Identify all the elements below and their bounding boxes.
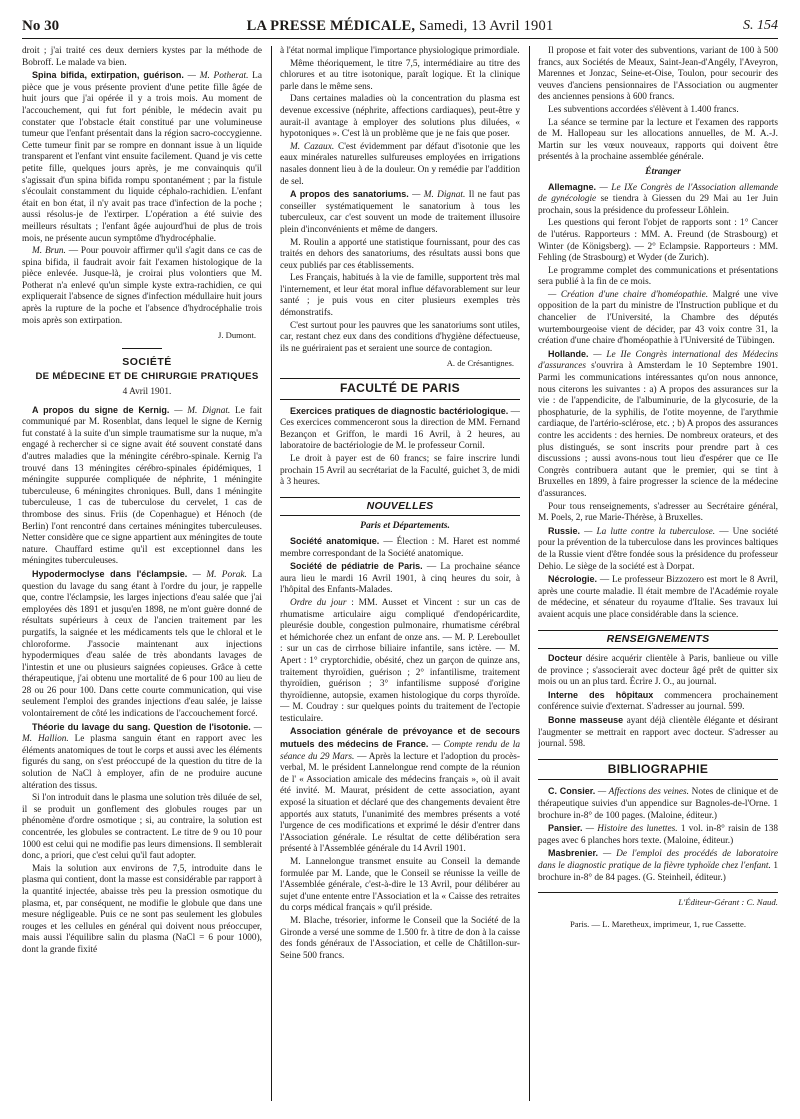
article-author: — M. Dignat. [408,190,466,201]
paragraph: Si l'on introduit dans le plasma une solution très diluée de sel, il se produit un gonflement des globules rouges par un phénomène d'ordre osmotique ; si, au contraire, la solution est concentrée, les globules se contractent. Le titre de 9 ou 10 pour 1000 est celui qui ne modifie pas leurs dimensions. Il semblerait donc, a priori, que c'est celui qu'il faut adopter. [22,793,262,862]
article-kernig [22,405,262,568]
article-text: se tiendra à Giessen du 29 Mai au 1er Juin prochain, sous la présidence du professeur Löhlein. [538,194,778,216]
section-title: SOCIÉTÉ [122,355,172,368]
article-heading: Russie. [548,525,581,536]
column-1 [22,46,262,1101]
article-text: — Élection : M. Haret est nommé membre correspondant de la Société anatomique. [280,536,520,559]
printer-line: Paris. — L. Maretheux, imprimeur, 1, rue Cassette. [569,918,747,929]
column-rule [529,46,530,1101]
columns [22,46,778,1101]
paragraph: Les Français, habitués à la vie de famille, supportent très mal l'internement, et leur état moral influe défavorablement sur leur santé ; je puis vous en citer plusieurs exemples très démonstratifs. [280,273,520,319]
paragraph: Dans certaines maladies où la concentration du plasma est devenue excessive (néphrite, affections cardiaques), peut-être y aurait-il avantage à employer des solutions plus diluées, « hypotoniques ». C'est là un problème que je ne fais que poser. [280,94,520,140]
article-pediatrie [280,561,520,597]
column-3 [538,46,778,1101]
article-brun [22,246,262,327]
newspaper-page [22,16,778,1106]
article-heading: Société de pédiatrie de Paris. [290,561,423,572]
biblio-author: Masbrenier. [548,848,599,859]
article-text: — Une société pour la prévention de la tuberculose dans les provinces baltiques de la Russie vient d'être fondée sous la présidence du professeur Dehio. Le siège de la société est à Dorpat. [538,526,778,572]
article-heading: Association générale de prévoyance et de secours mutuels des médecins de France. [280,726,520,750]
article-ordre-du-jour [280,598,520,726]
journal-name: LA PRESSE MÉDICALE, [246,18,416,34]
subsection-title: Paris et Départements. [360,520,450,532]
issue-date: Samedi, 13 Avril 1901 [418,18,554,34]
ad-docteur [538,653,778,689]
article-text: — La prochaine séance aura lieu le mardi 16 Avril 1901, à cinq heures du soir, à l'hôpital des Enfants-Malades. [280,562,520,596]
biblio-details: 1 vol. in-8° raisin de 138 pages avec 6 planches hors texte. (Maloine, éditeur.) [538,824,778,846]
ad-text: ayant déjà clientèle élégante et désirant l'augmenter se mettrait en rapport avec docteur. S'adresser au journal. 598. [538,716,778,750]
article-theorie [22,722,262,793]
article-text: : MM. Ausset et Vincent : sur un cas de rhumatisme articulaire aigu compliqué d'endopéricardite, pleurésie double, congestion pulmonaire, rhumatisme cérébral et hémichorée chez un enfant de onze ans. — M. P. Lereboullet : sur un cas de cirrhose biliaire infantile, sans ictère. — M. Apert : 1° cryptorchidie, obésité, chez un garçon de quinze ans, traitement thyroïdien, guérison ; 2° infantilisme, traitement thyroïdien, guérison ; 3° infantilisme supposé d'origine thyroïdienne, autopsie, examen histologique du corps thyroïde. — M. Coudray : sur quelques points du traitement de l'ectopie testiculaire. [280,597,520,724]
article-anatomique [280,536,520,560]
article-intro: — Compte rendu de la séance du 29 Mars. [280,740,520,762]
issue-number: No 30 [22,18,60,34]
article-heading: Nécrologie. [548,574,598,585]
signature: J. Dumont. [218,330,256,341]
paragraph: Il propose et fait voter des subventions, variant de 100 à 500 francs, aux Sociétés de Meaux, Saint-Jean-d'Angély, l'Aveyron, Marennes et Jonzac, Seine-et-Oise, Toulon, pour secourir des veuves d'anciens pensionnaires de l'Association ou augmenter des anciennes pensions à 600 francs. [538,46,778,103]
article-text: — Pour pouvoir affirmer qu'il s'agit dans ce cas de spina bifida, il faudrait avoir fait l'examen histologique de la pièce enlevée. Jusque-là, je croirai plus volontiers que M. Potherat n'a enlevé qu'un simple kyste extra-rachidien, ce qui expliquerait l'absence de signes d'infection médullaire huit jours après la rupture de la poche et l'absence d'hydrocéphalie trois mois après son extirpation. [22,246,262,326]
ad-masseuse [538,715,778,751]
article-heading: Exercices pratiques de diagnostic bactériologique. [290,405,509,416]
article-heading: Hollande. [548,348,589,359]
paragraph: M. Lannelongue transmet ensuite au Conseil la demande formulée par M. Lande, que le Conseil se réunisse la veille de l'Assemblée générale, c'est-à-dire le 13 Avril, pour délibérer au sujet d'une entente entre l'Association et la « Caisse des retraites du corps médical français » qu'il préside. [280,857,520,914]
paragraph: M. Roulin a apporté une statistique fournissant, pour des cas traités en dehors des sanatoriums, des résultats aussi bons que ceux publiés par ces établissements. [280,237,520,271]
article-heading: A propos des sanatoriums. [290,189,409,200]
subsection-title: Étranger [645,165,681,177]
article-author: — M. Dignat. [169,405,231,416]
article-heading: Allemagne. [548,181,597,192]
article-exercices [280,406,520,453]
article-author: M. Cazaux. [290,141,335,152]
article-heading: Théorie du lavage du sang. Question de l'isotonie. [32,721,251,732]
editor-line: L'Éditeur-Gérant : C. Naud. [678,897,778,908]
biblio-entry [538,848,778,884]
biblio-details: 1 brochure in-8° de 84 pages. (G. Steinheil, éditeur.) [538,861,778,883]
paragraph: droit ; j'ai traité ces deux derniers kystes par la méthode de Bobroff. Le malade va bien. [22,46,262,68]
article-author: — M. Hallion. [22,722,262,745]
article-hollande [538,349,778,501]
article-text: Le plasma sanguin étant en rapport avec les éléments anatomiques de tout le corps et aussi avec les éléments figurés du sang, on s'est préoccupé de la question du titre de la solution de NaCl à employer, afin de ne produire aucune altération des tissus. [22,734,262,791]
article-italic: — Le IIe Congrès international des Médecins d'assurances [538,349,778,372]
article-association [280,726,520,856]
article-text: Le fait communiqué par M. Rosenblat, dans lequel le signe de Kernig fut constaté à la suite d'un simple traumatisme sur la nuque, m'a engagé à rechercher si ce signe avait été souvent constaté dans d'autres maladies que la méningite cérébro-spinale. Kernig l'a trouvé dans 13 méningites cérébro-spinales épidémiques, 1 méningite suppurée compliquée de néphrite, 1 méningite tuberculeuse, 6 méningites chroniques. Bull, dans 1 méningite tuberculeuse, 1 cas de tuberculose du cervelet, 1 cas de thrombose des sinus. Friis (de Copenhague) et Hénoch (de Berlin) l'ont rencontré dans certaines méningites tuberculeuses. Netter considère que ce signe appartient aux méningites de toute nature. Chauffard estime qu'il est exceptionnel dans les méningites tuberculeuses. [22,405,262,567]
article-cazaux [280,142,520,188]
article-hypodermoclyse [22,569,262,721]
masthead [22,16,778,39]
ad-interne [538,690,778,714]
divider [122,348,162,349]
article-heading: A propos du signe de Kernig. [32,404,170,415]
article-text: — Ces exercices commenceront sous la direction de MM. Fernand Bezançon et Griffon, le mardi 16 Avril, à 2 heures, au laboratoire de bactériologie de M. le professeur Cornil. [280,406,520,452]
article-allemagne [538,182,778,218]
section-title-nouvelles: NOUVELLES [280,497,520,517]
paragraph: M. Blache, trésorier, informe le Conseil que la Société de la Gironde a versé une somme de 1.500 fr. à titre de don à la caisse des fonds généraux de l'Association, et celle de Châtillon-sur-Seine 500 francs. [280,915,520,961]
ad-heading: Docteur [548,653,583,664]
article-text: Malgré une vive opposition de la part du ministre de l'Instruction publique et du chancelier de l'Université, la Chambre des députés wurtembourgeoise vient de décider, par 43 voix contre 31, la création d'une chaire d'homéopathie à l'Université de Tübingen. [538,289,778,347]
biblio-entry [538,823,778,847]
article-text: C'est évidemment par défaut d'isotonie que les eaux minérales naturelles sulfureuses employées en irrigations nasales donnent lieu à de la douleur. On y remédie par l'addition de sel. [280,141,520,187]
article-author: — M. Porak. [187,569,247,580]
paragraph: Les questions qui feront l'objet de rapports sont : 1° Cancer de l'utérus. Rapporteurs : MM. A. Freund (de Strasbourg) et Winter (de Königsberg). — 2° Eclampsie. Rapporteurs : MM. Fehling (de Strasbourg) et Wyder (de Zurich). [538,218,778,264]
article-russie [538,526,778,573]
biblio-author: C. Consier. [548,786,596,797]
article-heading: Spina bifida, extirpation, guérison. [32,70,184,81]
section-subtitle: DE MÉDECINE ET DE CHIRURGIE PRATIQUES [35,371,259,383]
paragraph: Les subventions accordées s'élèvent à 1.400 francs. [548,104,739,115]
paragraph: Le programme complet des communications et présentations sera publié à la fin de ce mois. [538,265,778,288]
ad-text: commencera prochainement conférence suivie d'externat. S'adresser au journal. 599. [538,690,778,713]
page-footer [538,892,778,930]
paragraph: Pour tous renseignements, s'adresser au Secrétaire général, M. Poels, 2, rue Marie-Thérèse, à Bruxelles. [538,501,778,524]
article-homeopathie [538,290,778,348]
biblio-title: — Affections des veines. [595,787,690,798]
biblio-entry [538,786,778,822]
article-text: La question du lavage du sang étant à l'ordre du jour, je rappelle que, contre l'éclampsie, les larges injections d'eau salée que j'ai employées dès 1891 et jusqu'en 1898, ne m'ont guère donné de résultats supérieurs à ceux de l'ancien traitement par les purgatifs, la saignée et les médicaments tels que le chloral et le chloroforme. J'associe maintenant aux injections hypodermiques d'eau salée de très abondants lavages de l'intestin et une ou plusieurs saignées copieuses. Grâce à cette thérapeutique, j'ai obtenu une mortalité de 6 pour 100 au lieu de 28 ou 26 pour 100. Dans cette courte communication, qui vise seulement l'emploi des grandes injections d'eau salée, je laisse volontairement de côté les indications de l'accouchement forcé. [22,569,262,720]
paragraph: Même théoriquement, le titre 7,5, intermédiaire au titre des chlorures et au titre isotonique, paraît logique. Et la clinique parle dans le même sens. [280,58,520,92]
column-2 [280,46,520,1101]
biblio-title: — De l'emploi des procédés de laboratoire dans le diagnostic pratique de la fièvre typhoïde chez l'enfant. [538,849,778,871]
paragraph: Le droit à payer est de 60 francs; se faire inscrire lundi prochain 15 Avril au secrétariat de la Faculté, guichet 3, de midi à 3 heures. [280,454,520,488]
article-heading: Hypodermoclyse dans l'éclampsie. [32,568,188,579]
ad-heading: Interne des hôpitaux [548,689,654,700]
paragraph: à l'état normal implique l'importance physiologique primordiale. [280,46,520,56]
article-italic: — La lutte contre la tuberculose. [580,526,716,537]
article-text: s'ouvrira à Amsterdam le 10 Septembre 1901. Parmi les communications intéressantes qu'on nous annonce, nous citerons les suivantes : a) A propos des assurances sur la vie : de l'appendicite, de l'albuminurie, de la glycosurie, de la phosphaturie, de la syphilis, de l'otite moyenne, de l'arythmie cardiaque, de l'artério-sclérose, etc. ; b) A propos des assurances contre les accidents : des hernies. De nombreux orateurs, et des plus distingués, se sont inscrits pour prendre part à ces discussions ; aussi avons-nous tout lieu d'espérer que ce IIe Congrès contribuera autant que le premier, qui se tint à Bruxelles en 1899, à faire progresser la science de la médecine d'assurances. [538,361,778,499]
label: Ordre du jour [290,597,347,608]
biblio-details: Notes de clinique et de thérapeutique suivies d'un appendice sur Bagnoles-de-l'Orne. 1 brochure in-8° de 100 pages. (Maloine, éditeur.) [538,787,778,821]
article-text: Il ne faut pas conseiller systématiquement le sanatorium à tous les tuberculeux, car c'est souvent un mode de traitement illusoire plein d'inconvénients et même de dangers. [280,190,520,235]
article-text: La pièce que je vous présente provient d'une petite fille âgée de huit jours que j'ai opérée il y a trois mois. Au moment de l'accouchement, qui fut fort pénible, le médecin avait pu constater que l'obstacle était constitué par une volumineuse tumeur que l'enfant présentait dans la région sacro-coccygienne. Cette tumeur finit par se rompre en donnant issue à un liquide transparent et l'enfant vint ensuite facilement. Quand je vis cette petite fille, quelques jours après, je me convainquis qu'il s'agissait d'un spina bifida rompu spontanément ; par la fistule s'écoulait constamment du liquide céphalo-rachidien. L'enfant était en bon état, il n'y avait pas trace d'infection de la poche ; aussi résolus-je de l'extirper. L'opération a été suivie des meilleurs résultats ; l'enfant âgée aujourd'hui de plus de trois mois, ne présente aucun symptôme d'hydrocéphalie. [22,71,262,244]
section-date: 4 Avril 1901. [122,387,172,398]
paragraph: La séance se termine par la lecture et l'examen des rapports de M. Hallopeau sur les allocations annuelles, de M. A.-J. Martin sur les vœux nouveaux, rapports qui doivent être présentés à la prochaine assemblée générale. [538,117,778,163]
article-italic: — Création d'une chaire d'homéopathie. [548,289,709,300]
ad-heading: Bonne masseuse [548,715,624,726]
article-author: M. Brun. [32,246,66,257]
section-title-faculte: FACULTÉ DE PARIS [280,378,520,400]
journal-title [22,18,778,35]
signature: A. de Crésantignes. [446,358,514,369]
section-title-bibliographie: BIBLIOGRAPHIE [538,759,778,781]
article-heading: Société anatomique. [290,535,380,546]
paragraph: Mais la solution aux environs de 7,5, introduite dans le plasma qui contient, dont la masse est considérable par rapport à la quantité injectée, abaisse très peu la pression osmotique du plasma, et, par conséquent, ne modifie le globule que dans une mesure négligeable. Puis ce ne sont pas seulement les globules rouges et les cellules en général qui doivent nous préoccuper, mais aussi l'équilibre salin du plasma (NaCl = 6 pour 1000), dont la grande fixité [22,863,262,955]
article-text: — Le professeur Bizzozero est mort le 8 Avril, après une courte maladie. Il était membre de l'Académie royale de médecine, et sénateur du royaume d'Italie. Ses travaux lui avaient acquis une place considérable dans la science. [538,575,778,620]
section-title-renseignements: RENSEIGNEMENTS [538,630,778,650]
paragraph: C'est surtout pour les pauvres que les sanatoriums sont utiles, car, restant chez eux dans des conditions d'hygiène défectueuse, ils ne guériraient pas et seraient une source de contagion. [280,320,520,354]
article-author: — M. Potherat. [183,71,249,82]
page-number: S. 154 [743,18,778,33]
biblio-author: Pansier. [548,823,583,834]
column-rule [271,46,272,1101]
article-text: — Après la lecture et l'adoption du procès-verbal, M. le président Lannelongue rend compte de la réunion de l' « Association amicale des médecins français », où il avait été invité. M. Maurat, président de cette association, ayant exposé la situation et déclaré que des changements devaient être apportés aux statuts, l'unanimité des membres présents a voté l'urgence de ces modifications et exprimé le désir d'entrer dans l'Association générale. Le résultat de cette délibération sera présenté à l'Assemblée générale du 14 Avril 1901. [280,751,520,855]
article-sanatoriums [280,189,520,236]
article-spina [22,70,262,245]
article-italic: — Le IXe Congrès de l'Association allemande de gynécologie [538,182,778,205]
biblio-title: — Histoire des lunettes. [582,824,678,835]
ad-text: désire acquérir clientèle à Paris, banlieue ou ville de province ; s'associerait avec docteur âgé prêt de quitter six mois ou un an plus tard. Écrire J. O., au journal. [538,654,778,688]
article-necrologie [538,574,778,621]
